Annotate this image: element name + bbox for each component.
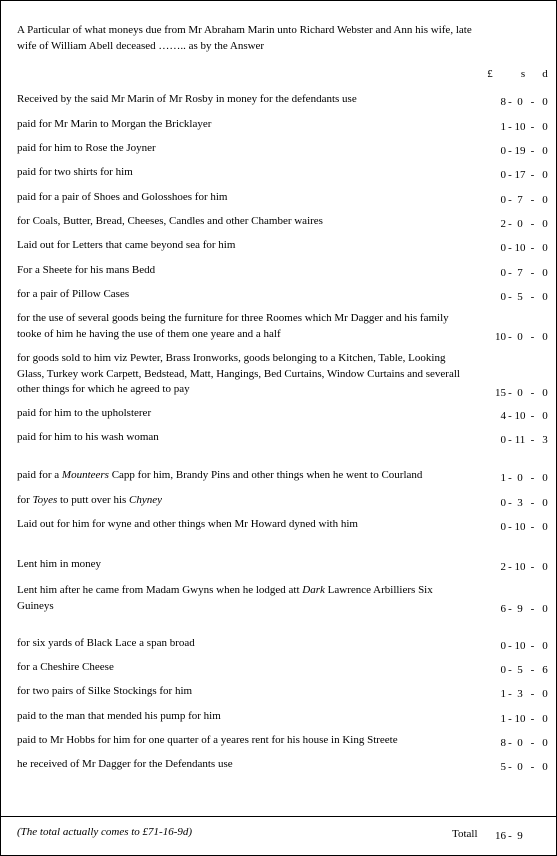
entry-description <box>17 238 472 254</box>
amount-separator: - <box>530 497 535 509</box>
ledger-row <box>0 493 557 511</box>
entry-pence: 0 <box>542 145 548 157</box>
entry-pounds: 0 <box>500 291 506 303</box>
entry-shillings: 0 <box>517 761 523 773</box>
amount-separator: - <box>508 472 512 484</box>
amount-separator: - <box>508 497 512 509</box>
pence-column-header: d <box>542 68 548 80</box>
entry-pounds: 0 <box>500 664 506 676</box>
italic-term: Dark <box>302 584 325 596</box>
ledger-row <box>0 684 557 702</box>
entry-description <box>17 583 472 614</box>
entry-description <box>17 311 472 342</box>
amount-separator: - <box>530 121 535 133</box>
amount-separator: - <box>508 434 512 446</box>
entry-pence: 0 <box>542 387 548 399</box>
entry-shillings: 0 <box>517 331 523 343</box>
amount-separator: - <box>530 640 535 652</box>
ledger-row <box>0 709 557 727</box>
description-text: Lawrence Arbilliers Six Guineys <box>17 584 433 612</box>
entry-shillings: 17 <box>514 169 526 181</box>
entry-pence: 6 <box>542 664 548 676</box>
entry-pounds: 1 <box>500 472 506 484</box>
ledger-row <box>0 214 557 232</box>
entry-description <box>17 430 472 446</box>
entry-pounds: 1 <box>500 713 506 725</box>
amount-separator: - <box>530 96 535 108</box>
entry-description <box>17 493 472 509</box>
italic-term: Mounteers <box>61 469 109 481</box>
ledger-row <box>0 660 557 678</box>
entry-pounds: 0 <box>500 194 506 206</box>
entry-pounds: 2 <box>500 218 506 230</box>
amount-separator: - <box>508 761 512 773</box>
entry-description <box>17 684 472 700</box>
entry-shillings: 0 <box>517 96 523 108</box>
entry-shillings: 10 <box>514 713 526 725</box>
amount-separator: - <box>530 664 535 676</box>
entry-pounds: 0 <box>500 267 506 279</box>
entry-pence: 0 <box>542 713 548 725</box>
description-text: paid for a pair of Shoes and Golosshoes for him <box>17 191 228 203</box>
pounds-column-header: £ <box>487 68 493 80</box>
entry-pence: 0 <box>542 331 548 343</box>
entry-pounds: 6 <box>500 603 506 615</box>
description-text: he received of Mr Dagger for the Defendants use <box>17 758 233 770</box>
total-shillings: 9 <box>517 830 523 842</box>
entry-description <box>17 190 472 206</box>
entry-shillings: 10 <box>514 640 526 652</box>
shillings-column-header: s <box>520 68 526 80</box>
entry-pounds: 5 <box>500 761 506 773</box>
entry-pence: 0 <box>542 640 548 652</box>
description-text: paid for him to his wash woman <box>17 431 159 443</box>
description-text: for six yards of Black Lace a span broad <box>17 637 195 649</box>
ledger-row <box>0 311 557 345</box>
amount-separator: - <box>508 242 512 254</box>
amount-separator: - <box>530 218 535 230</box>
entry-pence: 0 <box>542 688 548 700</box>
entry-pence: 0 <box>542 194 548 206</box>
ledger-row <box>0 430 557 448</box>
amount-separator: - <box>508 331 512 343</box>
ledger-row <box>0 190 557 208</box>
italic-term: Chyney <box>129 494 163 506</box>
entry-shillings: 10 <box>514 561 526 573</box>
description-text: Lent him in money <box>17 558 102 570</box>
entry-description <box>17 660 472 676</box>
amount-separator: - <box>530 169 535 181</box>
entry-shillings: 10 <box>514 521 526 533</box>
entry-description <box>17 141 472 157</box>
ledger-row <box>0 287 557 305</box>
entry-shillings: 7 <box>517 194 523 206</box>
description-text: for a pair of Pillow Cases <box>17 288 130 300</box>
entry-shillings: 10 <box>514 410 526 422</box>
amount-separator: - <box>530 603 535 615</box>
amount-separator: - <box>530 713 535 725</box>
entry-pence: 0 <box>542 603 548 615</box>
description-text: for goods sold to him viz Pewter, Brass Ironworks, goods belonging to a Kitchen, Table, Looking Glass, Turkey work Carpett, Bedstead, Matt, Hangings, Bed Curtains, Window Curtains and severall other things for which he agreed to pay <box>17 352 460 395</box>
description-text: to putt over his <box>57 494 130 506</box>
amount-separator: - <box>530 472 535 484</box>
entry-description <box>17 287 472 303</box>
entry-pounds: 2 <box>500 561 506 573</box>
description-text: for two pairs of Silke Stockings for him <box>17 685 193 697</box>
description-text: paid for two shirts for him <box>17 166 133 178</box>
description-text: paid to Mr Hobbs for him for one quarter of a yeares rent for his house in King Streete <box>17 734 398 746</box>
entry-shillings: 0 <box>517 218 523 230</box>
entry-shillings: 7 <box>517 267 523 279</box>
ledger-row <box>0 733 557 751</box>
entry-shillings: 0 <box>517 387 523 399</box>
description-text: for <box>17 494 33 506</box>
amount-separator: - <box>530 331 535 343</box>
ledger-row <box>0 92 557 110</box>
entry-pence: 0 <box>542 497 548 509</box>
entry-pounds: 8 <box>500 96 506 108</box>
ledger-row <box>0 757 557 775</box>
amount-separator: - <box>508 561 512 573</box>
entry-shillings: 3 <box>517 688 523 700</box>
ledger-row <box>0 238 557 256</box>
entry-shillings: 0 <box>517 737 523 749</box>
total-pounds: 16 <box>495 830 506 842</box>
entry-description <box>17 214 472 230</box>
entry-pounds: 0 <box>500 169 506 181</box>
description-text: paid for a <box>17 469 62 481</box>
amount-separator: - <box>508 603 512 615</box>
entry-description <box>17 406 472 422</box>
entry-pence: 0 <box>542 242 548 254</box>
entry-description <box>17 709 472 725</box>
entry-pence: 0 <box>542 267 548 279</box>
ledger-row <box>0 636 557 654</box>
entry-pence: 0 <box>542 96 548 108</box>
entry-pounds: 1 <box>500 688 506 700</box>
amount-separator: - <box>530 291 535 303</box>
entry-shillings: 10 <box>514 242 526 254</box>
amount-separator: - <box>530 410 535 422</box>
entry-pence: 0 <box>542 410 548 422</box>
entry-description <box>17 92 472 108</box>
amount-separator: - <box>530 737 535 749</box>
entry-description <box>17 263 472 279</box>
ledger-row <box>0 468 557 486</box>
entry-pounds: 10 <box>495 331 506 343</box>
ledger-row <box>0 557 557 575</box>
entry-shillings: 5 <box>517 291 523 303</box>
description-text: paid for Mr Marin to Morgan the Bricklayer <box>17 118 212 130</box>
entry-pence: 0 <box>542 761 548 773</box>
amount-separator: - <box>508 640 512 652</box>
entry-shillings: 11 <box>514 434 526 446</box>
amount-separator: - <box>508 194 512 206</box>
entry-shillings: 0 <box>517 472 523 484</box>
entry-shillings: 9 <box>517 603 523 615</box>
description-text: Lent him after he came from Madam Gwyns when he lodged att <box>17 584 303 596</box>
entry-shillings: 10 <box>514 121 526 133</box>
entry-pence: 0 <box>542 561 548 573</box>
entry-description <box>17 468 472 484</box>
amount-separator: - <box>530 761 535 773</box>
amount-separator: - <box>508 121 512 133</box>
amount-separator: - <box>530 267 535 279</box>
column-headers <box>0 68 557 82</box>
amount-separator: - <box>508 410 512 422</box>
amount-separator: - <box>508 737 512 749</box>
ledger-row <box>0 406 557 424</box>
entry-pounds: 0 <box>500 434 506 446</box>
amount-separator: - <box>508 688 512 700</box>
entry-pounds: 0 <box>500 521 506 533</box>
entry-shillings: 5 <box>517 664 523 676</box>
editorial-note: (The total actually comes to £71-16-9d) <box>17 826 193 838</box>
amount-separator: - <box>508 291 512 303</box>
ledger-row <box>0 141 557 159</box>
amount-separator: - <box>530 387 535 399</box>
description-text: Laid out for him for wyne and other things when Mr Howard dyned with him <box>17 518 358 530</box>
amount-separator: - <box>530 688 535 700</box>
description-text: paid for him to Rose the Joyner <box>17 142 156 154</box>
ledger-row <box>0 263 557 281</box>
entry-pounds: 0 <box>500 497 506 509</box>
amount-separator: - <box>508 145 512 157</box>
description-text: for a Cheshire Cheese <box>17 661 114 673</box>
description-text: Capp for him, Brandy Pins and other things when he went to Courland <box>108 469 423 481</box>
entry-description <box>17 557 472 573</box>
ledger-row <box>0 351 557 401</box>
entry-description <box>17 117 472 133</box>
entry-pounds: 0 <box>500 640 506 652</box>
amount-separator: - <box>530 434 535 446</box>
total-label: Totall <box>452 828 478 840</box>
entry-pence: 3 <box>542 434 548 446</box>
amount-separator: - <box>508 713 512 725</box>
ledger-row <box>0 165 557 183</box>
entry-pence: 0 <box>542 472 548 484</box>
entry-description <box>17 351 472 398</box>
ledger-row <box>0 583 557 617</box>
entry-pence: 0 <box>542 121 548 133</box>
amount-separator: - <box>508 169 512 181</box>
description-text: for Coals, Butter, Bread, Cheeses, Candles and other Chamber waires <box>17 215 323 227</box>
entry-shillings: 3 <box>517 497 523 509</box>
description-text: paid to the man that mended his pump for him <box>17 710 221 722</box>
entry-pence: 0 <box>542 218 548 230</box>
amount-separator: - <box>508 267 512 279</box>
entry-shillings: 19 <box>514 145 526 157</box>
entry-pounds: 15 <box>495 387 506 399</box>
description-text: paid for him to the upholsterer <box>17 407 152 419</box>
entry-pence: 0 <box>542 521 548 533</box>
amount-separator: - <box>530 521 535 533</box>
entry-pounds: 8 <box>500 737 506 749</box>
entry-pence: 0 <box>542 169 548 181</box>
entry-pence: 0 <box>542 737 548 749</box>
entry-pounds: 4 <box>500 410 506 422</box>
amount-separator: - <box>530 561 535 573</box>
amount-separator: - <box>508 96 512 108</box>
entry-description <box>17 517 472 533</box>
description-text: For a Sheete for his mans Bedd <box>17 264 156 276</box>
entry-description <box>17 636 472 652</box>
amount-separator: - <box>530 194 535 206</box>
entry-pence: 0 <box>542 291 548 303</box>
ledger-row <box>0 117 557 135</box>
entry-description <box>17 165 472 181</box>
description-text: for the use of several goods being the furniture for three Roomes which Mr Dagger and his family tooke of him he having the use of them one yeare and a half <box>17 312 449 340</box>
italic-term: Toyes <box>32 494 58 506</box>
description-text: Received by the said Mr Marin of Mr Rosby in money for the defendants use <box>17 93 357 105</box>
amount-separator: - <box>530 145 535 157</box>
amount-separator: - <box>508 664 512 676</box>
description-text: Laid out for Letters that came beyond sea for him <box>17 239 236 251</box>
entry-pounds: 0 <box>500 145 506 157</box>
ledger-row <box>0 517 557 535</box>
entry-description <box>17 757 472 773</box>
amount-separator: - <box>508 830 512 842</box>
amount-separator: - <box>508 387 512 399</box>
entry-description <box>17 733 472 749</box>
note-divider <box>0 816 557 817</box>
entry-pounds: 0 <box>500 242 506 254</box>
entry-pounds: 1 <box>500 121 506 133</box>
amount-separator: - <box>508 218 512 230</box>
amount-separator: - <box>530 242 535 254</box>
document-heading: A Particular of what moneys due from Mr Abraham Marin unto Richard Webster and Ann his wife, late wife of William Abell deceased …….. as by the Answer <box>17 24 472 52</box>
amount-separator: - <box>508 521 512 533</box>
